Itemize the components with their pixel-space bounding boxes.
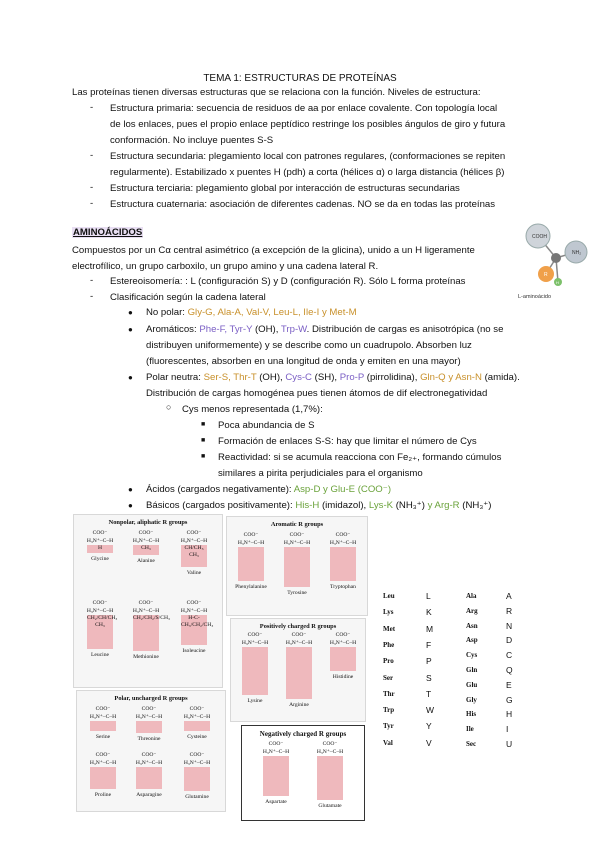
aa-structure [80,599,120,658]
aa-1letter: F [426,639,432,650]
r-group-box [284,547,310,587]
aa-name: Serine [95,734,111,740]
acid-label: Ácidos (cargados negativamente): [146,484,294,495]
aa-3letter: Ile [466,725,474,734]
aromatic-label: Aromáticos: [146,324,200,335]
aa-name: Lysine [247,698,263,704]
basic-nh3-2: (NH₃⁺) [459,500,492,511]
aa-structure [177,751,217,800]
cys-item: Formación de enlaces S-S: hay que limitar el número de Cys [218,436,477,447]
aa-3letter: Glu [466,680,478,689]
aa-structure [235,631,275,704]
aa-carboxyl: COO⁻ [141,752,157,758]
aa-structure [80,529,120,562]
aa-3letter: Thr [383,689,395,698]
aa-name: Cysteine [187,734,207,740]
nonpolar-list: Gly-G, Ala-A, Val-V, Leu-L, Ile-I y Met-M [187,307,357,318]
aa-carboxyl: COO⁻ [138,600,154,606]
level-4-line: Estructura cuaternaria: asociación de diferentes cadenas. NO se da en todas las proteínas [110,199,496,210]
section-heading [72,226,143,240]
nonpolar-panel-title: Nonpolar, aliphatic R groups [108,519,188,526]
polar-label: Polar neutra: [146,372,204,383]
polar-oh: (OH), [256,372,286,383]
aa-structure [174,599,214,654]
basic-lys: Lys-K [368,500,394,511]
aromatic-line-3: (fluorescentes, absorben en una longitud de onda y emiten en una mayor) [146,356,461,367]
aa-1letter: C [506,650,513,661]
l-aminoacid-figure [516,222,592,302]
aa-name: Aspartate [265,799,287,805]
polar-amida: (amida). [481,372,520,383]
aa-name: Arginine [289,702,309,708]
aa-carboxyl: COO⁻ [335,532,351,538]
aa-3letter: Gln [466,666,478,674]
aa-backbone: H₃N⁺–C–H [262,749,290,755]
aromatic-oh: (OH), [252,324,281,335]
nh2-label: NH₂ [572,250,582,256]
level-2-line: regularmente). Estabilizado x puentes H (pdh) a corta (hélices α) o larga distancia (hélices β) [110,167,505,178]
aa-intro-line-2: electrofílico, un grupo carboxilo, un grupo amino y una cadena lateral R. [72,261,379,272]
aa-1letter: U [506,739,513,749]
aromatic-panel-title: Aromatic R groups [270,521,324,528]
aa-backbone: H₃N⁺–C–H [135,760,163,766]
polar-ser-thr: Ser-S, Thr-T [203,372,257,383]
dash-marker: - [90,198,94,209]
aa-structure [310,740,350,809]
dash-marker: - [90,102,94,113]
aa-carboxyl: COO⁻ [92,530,108,536]
aa-3letter: Met [383,624,396,633]
aromatic-rest: . Distribución de cargas es anisotrópica (no se [306,324,504,335]
cys-item-cont: similares a pirita perjudiciales para el organismo [218,468,423,479]
r-label: R [544,272,548,278]
aa-backbone: H₃N⁺–C–H [283,540,311,546]
level-1-line: Estructura primaria: secuencia de residuos de aa por enlace covalente. Con topología local [110,103,498,114]
aa-carboxyl: COO⁻ [247,632,263,638]
r-group-box: H [87,545,113,553]
aa-backbone: H₃N⁺–C–H [183,760,211,766]
acid-line [146,483,391,497]
basic-imidazol: (imidazol), [319,500,369,511]
dash-marker: - [90,275,94,286]
cys-item: Reactividad: si se acumula reacciona con Fe₂₊, formando cúmulos [218,452,502,463]
bullet-icon: ● [128,485,133,494]
aa-carboxyl: COO⁻ [186,530,202,536]
r-group-box: CH₂/CH/CH₃ CH₃ [87,615,113,649]
bullet-icon: ● [128,501,133,510]
aa-name: Glutamine [185,794,209,800]
r-group-box [330,647,356,671]
polar-cys: Cys-C [285,372,312,383]
aa-1letter: H [506,709,513,720]
level-2-line: Estructura secundaria: plegamiento local con patrones regulares, (conformaciones se repiten [110,151,506,162]
r-group-box [286,647,312,699]
aa-1letter: R [506,605,513,616]
dash-marker: - [90,150,94,161]
aa-3letter: Tyr [383,722,394,731]
basic-his: His-H [295,500,320,511]
aa-name: Proline [94,792,112,798]
nonpolar-label: No polar: [146,307,188,318]
r-group-box [242,647,268,695]
aa-backbone: H₃N⁺–C–H [89,714,117,720]
cooh-label: COOH [532,234,547,240]
bullet-icon: ● [128,373,133,382]
aa-structure [174,529,214,576]
basic-arg: y Arg-R [427,500,460,511]
polar-gln-asn: Gln-Q y Asn-N [420,372,482,383]
aa-name: Methionine [133,654,159,660]
level-1-line: conformación. No incluye puentes S-S [110,135,274,146]
aa-3letter: Gly [466,695,477,704]
figure-caption: L-aminoácido [518,294,552,300]
aa-carboxyl: COO⁻ [189,706,205,712]
aa-backbone: H₃N⁺–C–H [241,640,269,646]
aromatic-panel [226,516,368,616]
aromatic-line-1 [146,323,503,337]
square-bullet-icon: ■ [201,453,206,460]
r-group-box [136,767,162,789]
classification-text: Clasificación según la cadena lateral [110,292,266,303]
aa-structure [279,631,319,708]
aa-name: Glutamate [318,803,342,809]
aa-name: Tryptophan [330,584,356,590]
basic-line [146,499,492,513]
bullet-icon: ● [128,325,133,334]
aa-structure [323,631,363,680]
aa-3letter: Sec [466,740,477,748]
square-bullet-icon: ■ [201,421,206,428]
r-group-box [90,767,116,789]
aa-3letter: Cys [466,651,478,660]
cys-item: Poca abundancia de S [218,420,315,431]
polar-panel [76,690,226,812]
aa-3letter: Leu [383,592,395,600]
aa-name: Valine [186,570,202,576]
r-group-box [238,547,264,581]
aa-structure [126,529,166,564]
aa-carboxyl: COO⁻ [335,632,351,638]
aa-1letter: W [426,705,435,716]
aa-name: Glycine [91,556,109,562]
polar-line-1 [146,371,520,385]
aa-3letter: Val [383,738,393,747]
aa-backbone: H₃N⁺–C–H [89,760,117,766]
aa-carboxyl: COO⁻ [186,600,202,606]
r-group-box [90,721,116,731]
aromatic-trp: Trp-W [280,324,307,335]
r-group-box [136,721,162,733]
aa-backbone: H₃N⁺–C–H [329,640,357,646]
aa-backbone: H₃N⁺–C–H [86,538,114,544]
r-group-box [184,721,210,731]
aa-1letter: T [426,688,432,699]
aa-structure [231,531,271,590]
aa-name: Isoleucine [182,648,206,654]
aa-structure [126,599,170,660]
aa-name: Asparagine [136,792,162,798]
dash-marker: - [90,182,94,193]
aa-backbone: H₃N⁺–C–H [285,640,313,646]
page-title: TEMA 1: ESTRUCTURAS DE PROTEÍNAS [203,73,397,84]
aa-backbone: H₃N⁺–C–H [132,608,160,614]
aa-backbone: H₃N⁺–C–H [329,540,357,546]
aa-1letter: M [426,623,434,634]
positive-panel-title: Positively charged R groups [259,623,337,630]
aa-carboxyl: COO⁻ [291,632,307,638]
aa-structure [129,705,169,742]
aa-name: Leucine [90,652,109,658]
aa-structure [323,531,363,590]
aa-name: Tyrosine [287,590,307,596]
negative-panel-title: Negatively charged R groups [259,730,347,738]
aa-carboxyl: COO⁻ [141,706,157,712]
aa-structure [256,740,296,805]
aa-3letter: Pro [383,657,394,666]
nonpolar-line [146,306,357,320]
r-group-box: H-C-CH₃/CH₂/CH₃ [181,615,207,645]
aa-backbone: H₃N⁺–C–H [86,608,114,614]
aa-1letter: Y [426,721,432,732]
aa-carboxyl: COO⁻ [138,530,154,536]
aa-carboxyl: COO⁻ [95,706,111,712]
aa-3letter: His [466,710,477,719]
aa-3letter: Asp [466,636,478,645]
aa-backbone: H₃N⁺–C–H [183,714,211,720]
aa-backbone: H₃N⁺–C–H [180,608,208,614]
aa-backbone: H₃N⁺–C–H [237,540,265,546]
aa-name: Phenylalanine [235,584,267,590]
aa-1letter: N [506,620,513,631]
negative-panel [241,725,365,821]
aa-backbone: H₃N⁺–C–H [316,749,344,755]
r-group-box [317,756,343,800]
aa-carboxyl: COO⁻ [322,741,338,747]
h-label: H [556,280,559,285]
polar-pro: Pro-P [339,372,365,383]
aa-3letter: Asn [466,621,478,630]
aa-name: Threonine [137,736,161,742]
polar-sh: (SH), [312,372,340,383]
aa-structure [277,531,317,596]
aminoacidos-heading: AMINOÁCIDOS [73,227,143,238]
r-group-box: CH₂/CH₂/S/CH₃ [133,615,159,651]
aa-carboxyl: COO⁻ [92,600,108,606]
acid-list: Asp-D y Glu-E [293,484,356,495]
aa-3letter: Trp [383,706,395,715]
aa-structure [129,751,169,798]
aa-structure [83,705,123,740]
aa-3letter: Lys [383,608,394,617]
bullet-icon: ● [128,308,133,317]
nonpolar-panel [73,514,223,688]
aa-1letter: P [426,656,432,667]
aa-structure [83,751,123,798]
aa-carboxyl: COO⁻ [289,532,305,538]
aromatic-list: Phe-F, Tyr-Y [199,324,253,335]
aa-carboxyl: COO⁻ [243,532,259,538]
aa-1letter: I [506,724,509,735]
aa-3letter: Phe [383,640,395,649]
basic-nh3: (NH₃⁺) [393,500,428,511]
stereo-text: Estereoisomería: : L (configuración S) y D (configuración R). Sólo L forma proteínas [110,276,466,287]
aa-1letter: Q [506,665,513,675]
polar-pirrolidina: (pirrolidina), [364,372,421,383]
aa-backbone: H₃N⁺–C–H [132,538,160,544]
aa-1letter: K [426,607,432,618]
aa-1letter: A [506,591,512,601]
aa-1letter: D [506,635,513,646]
level-3-line: Estructura terciaria: plegamiento global por interacción de estructuras secundarias [110,183,460,194]
acid-coo: (COO⁻) [355,484,392,495]
r-group-box [184,767,210,791]
aromatic-line-2: distribuyen uniformemente) y se describe como un cuadrupolo. Absorben luz [146,340,472,351]
r-group-box [330,547,356,581]
basic-label: Básicos (cargados positivamente): [146,500,296,511]
level-1-line: de los enlaces, pues el propio enlace peptídico restringe los posibles ángulos de giro y futura [110,119,506,130]
aa-1letter: G [506,694,513,705]
r-group-box: CH/CH₃ CH₃ [181,545,207,567]
aa-name: Histidine [332,674,354,680]
aa-1letter: L [426,591,431,601]
aa-1letter: S [426,672,432,683]
r-group-box: CH₃ [133,545,159,555]
aa-carboxyl: COO⁻ [268,741,284,747]
aa-carboxyl: COO⁻ [189,752,205,758]
aa-carboxyl: COO⁻ [95,752,111,758]
dash-marker: - [90,291,94,302]
square-bullet-icon: ■ [201,437,206,444]
circle-bullet-icon: ○ [166,402,172,412]
aa-3letter: Arg [466,606,478,615]
aa-3letter: Ser [383,673,394,682]
aa-3letter: Ala [466,592,477,600]
aa-backbone: H₃N⁺–C–H [180,538,208,544]
intro-text: Las proteínas tienen diversas estructuras que se relaciona con la función. Niveles de estructura: [72,87,481,98]
aa-backbone: H₃N⁺–C–H [135,714,163,720]
cys-heading: Cys menos representada (1,7%): [182,404,323,415]
aa-structure [177,705,217,740]
polar-line-2: Distribución de cargas homogénea pues tienen átomos de dif electronegatividad [146,388,488,399]
aa-intro-line-1: Compuestos por un Cα central asimétrico (a excepción de la glicina), unido a un H ligeramente [72,245,475,256]
aa-1letter: E [506,679,512,690]
positive-panel [230,618,366,722]
aa-name: Alanine [137,558,155,564]
polar-panel-title: Polar, uncharged R groups [114,695,188,702]
aa-1letter: V [426,737,432,748]
r-group-box [263,756,289,796]
